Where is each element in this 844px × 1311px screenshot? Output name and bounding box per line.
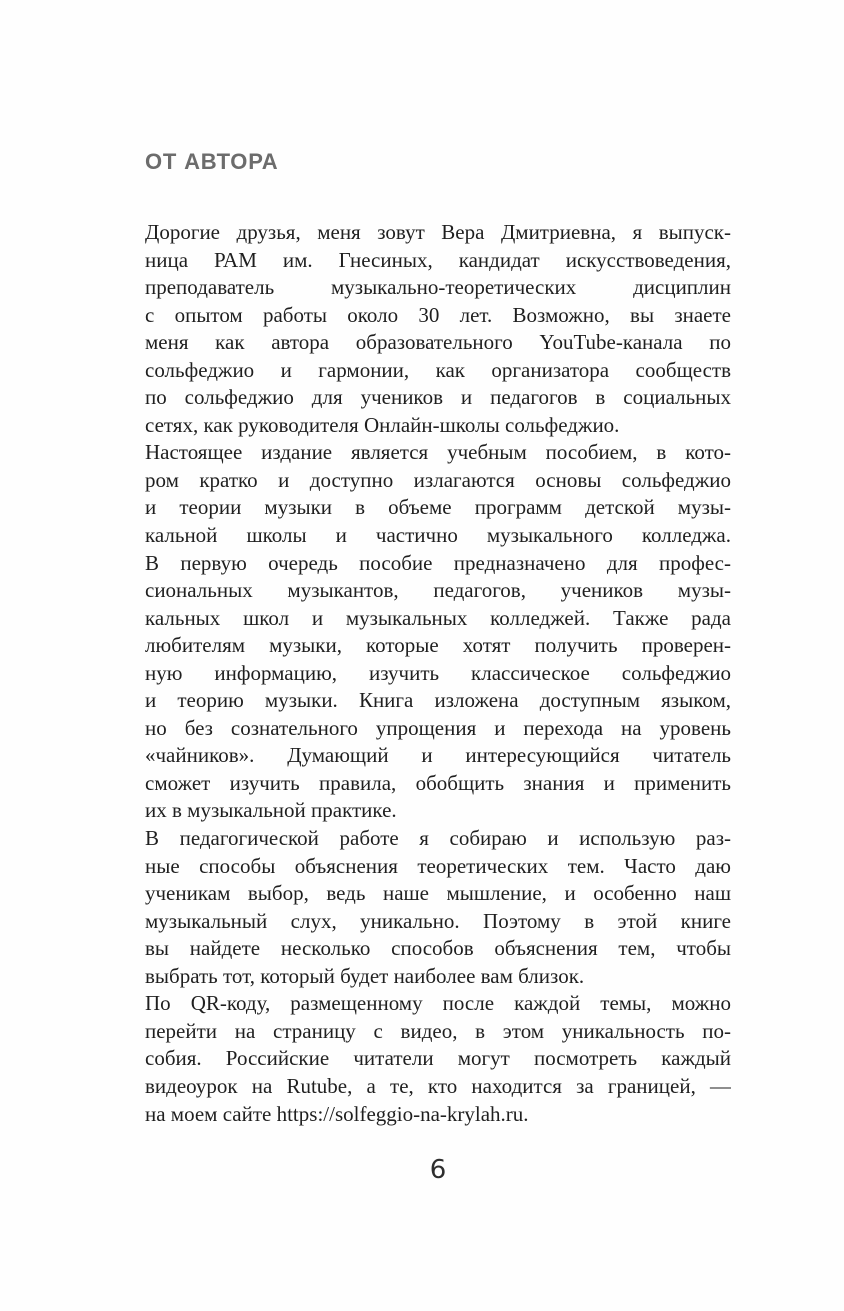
page-heading: ОТ АВТОРА bbox=[145, 149, 279, 174]
text-line: преподаватель музыкально-теоретических дисциплин bbox=[145, 275, 731, 300]
paragraph bbox=[145, 439, 731, 825]
text-line: Настоящее издание является учебным пособием, в кото- bbox=[145, 440, 731, 465]
text-line: ные способы объяснения теоретических тем. Часто даю bbox=[145, 853, 731, 878]
page-number: 6 bbox=[429, 1155, 447, 1185]
text-line: с опытом работы около 30 лет. Возможно, вы знаете bbox=[145, 302, 731, 327]
text-line: ница РАМ им. Гнесиных, кандидат искусствоведения, bbox=[145, 247, 731, 272]
text-line: выбрать тот, который будет наиболее вам близок. bbox=[145, 963, 585, 988]
text-line: Дорогие друзья, меня зовут Вера Дмитриевна, я выпуск- bbox=[145, 220, 731, 244]
text-line: вы найдете несколько способов объяснения тем, чтобы bbox=[145, 936, 731, 961]
text-line: В первую очередь пособие предназначено для профес- bbox=[145, 550, 731, 575]
text-line: ром кратко и доступно излагаются основы сольфеджио bbox=[145, 467, 731, 492]
text-line: их в музыкальной практике. bbox=[145, 798, 397, 823]
text-line: и теории музыки в объеме программ детской музы- bbox=[145, 495, 731, 520]
text-line: сиональных музыкантов, педагогов, учеников музы- bbox=[145, 578, 731, 603]
paragraph bbox=[145, 990, 731, 1128]
text-line: видеоурок на Rutube, а те, кто находится за границей, — bbox=[145, 1073, 731, 1098]
text-line: В педагогической работе я собираю и использую раз- bbox=[145, 826, 731, 851]
text-line: перейти на страницу с видео, в этом уникальность по- bbox=[145, 1018, 731, 1043]
text-line: меня как автора образовательного YouTube-канала по bbox=[145, 330, 731, 355]
text-line: ученикам выбор, ведь наше мышление, и особенно наш bbox=[145, 881, 731, 906]
text-line: собия. Российские читатели могут посмотреть каждый bbox=[145, 1046, 731, 1071]
text-line: музыкальный слух, уникально. Поэтому в этой книге bbox=[145, 908, 731, 933]
text-line: на моем сайте https://solfeggio-na-krylah.ru. bbox=[145, 1101, 529, 1126]
paragraph bbox=[145, 825, 731, 990]
text-line: и теорию музыки. Книга изложена доступным языком, bbox=[145, 688, 731, 713]
text-line: но без сознательного упрощения и перехода на уровень bbox=[145, 715, 731, 740]
text-line: любителям музыки, которые хотят получить проверен- bbox=[145, 633, 731, 658]
text-line: кальной школы и частично музыкального колледжа. bbox=[145, 523, 731, 548]
page-body bbox=[145, 219, 731, 1128]
text-line: сетях, как руководителя Онлайн-школы сольфеджио. bbox=[145, 412, 620, 437]
text-line: ную информацию, изучить классическое сольфеджио bbox=[145, 660, 731, 685]
paragraph bbox=[145, 219, 731, 439]
text-line: кальных школ и музыкальных колледжей. Также рада bbox=[145, 605, 731, 630]
text-line: сможет изучить правила, обобщить знания и применить bbox=[145, 770, 731, 795]
text-line: «чайников». Думающий и интересующийся читатель bbox=[145, 743, 731, 768]
text-line: сольфеджио и гармонии, как организатора сообществ bbox=[145, 357, 731, 382]
text-line: По QR-коду, размещенному после каждой темы, можно bbox=[145, 991, 731, 1016]
text-line: по сольфеджио для учеников и педагогов в социальных bbox=[145, 385, 731, 410]
